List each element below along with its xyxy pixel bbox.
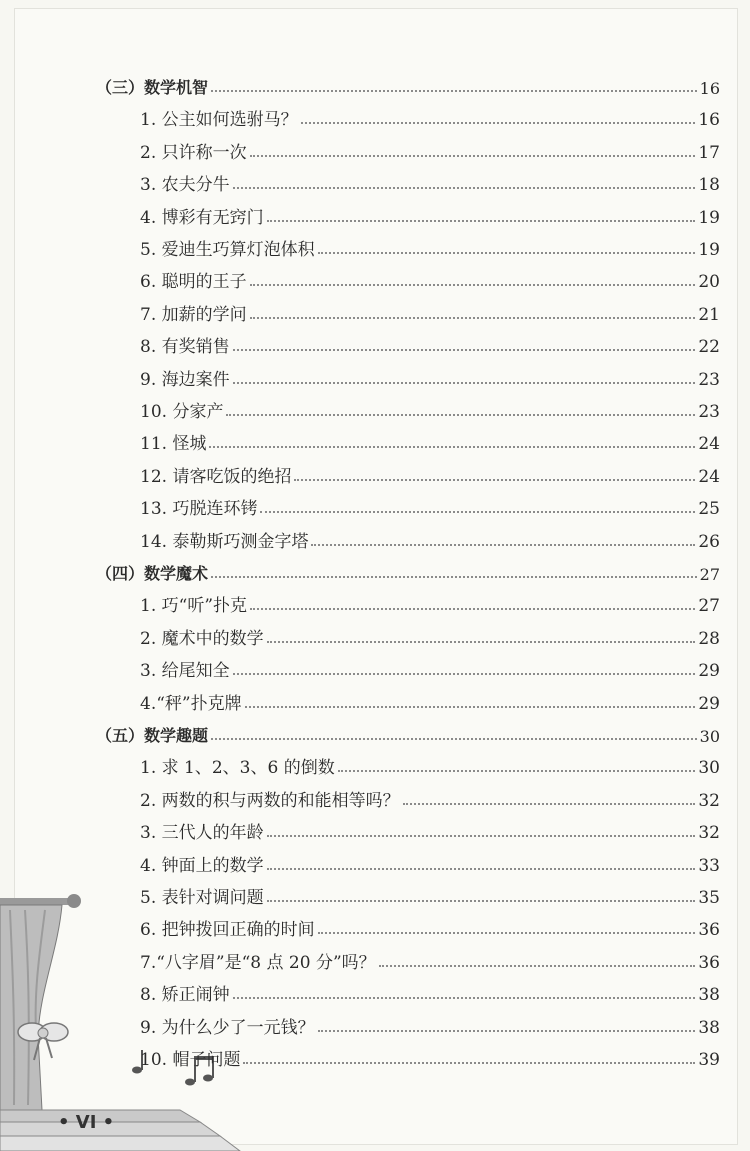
toc-page-number: 20 <box>698 272 720 293</box>
toc-entry <box>140 617 720 649</box>
toc-title: 3. 农夫分牛 <box>140 175 230 196</box>
dot-leader <box>267 641 696 643</box>
toc-page-number: 26 <box>698 531 720 552</box>
toc-entry <box>140 1006 720 1038</box>
toc-title: （五）数学趣题 <box>96 726 209 745</box>
toc-page-number: 23 <box>698 402 720 422</box>
dot-leader <box>233 349 696 351</box>
dot-leader <box>301 122 696 124</box>
dot-leader <box>250 155 696 157</box>
toc-page-number: 23 <box>698 369 720 390</box>
toc-page-number: 35 <box>698 888 720 908</box>
toc-title: 4. 钟面上的数学 <box>140 855 264 876</box>
toc-title: 9. 海边案件 <box>140 369 230 390</box>
toc-entry <box>140 746 720 778</box>
toc-entry <box>140 131 720 163</box>
toc-title: 8. 矫正闹钟 <box>140 985 230 1006</box>
toc-page-number: 19 <box>698 207 720 228</box>
dot-leader <box>233 382 696 384</box>
toc-entry <box>140 1038 720 1070</box>
toc-title: 5. 爱迪生巧算灯泡体积 <box>140 240 315 260</box>
toc-title: 6. 聪明的王子 <box>140 272 247 293</box>
toc-page-number: 22 <box>698 337 720 358</box>
dot-leader <box>294 479 695 481</box>
toc-page-number: 19 <box>698 240 720 260</box>
toc-entry <box>140 196 720 228</box>
toc-section <box>96 714 720 746</box>
toc-title: 7.“八字眉”是“8 点 20 分”吗？ <box>140 952 376 973</box>
dot-leader <box>209 446 695 448</box>
dot-leader <box>226 414 695 416</box>
toc-page-number: 21 <box>698 304 720 325</box>
toc-title: 1. 公主如何选驸马？ <box>140 110 298 131</box>
toc-title: 3. 三代人的年龄 <box>140 823 264 844</box>
toc-title: 11. 怪城 <box>140 434 207 455</box>
toc-title: 2. 只许称一次 <box>140 142 247 163</box>
toc-entry <box>140 779 720 811</box>
toc-entry <box>140 98 720 130</box>
toc-page-number: 29 <box>698 693 720 714</box>
toc-title: 5. 表针对调问题 <box>140 888 264 908</box>
toc-page-number: 24 <box>698 434 720 455</box>
toc-page-number: 39 <box>698 1050 720 1070</box>
toc-entry <box>140 584 720 616</box>
toc-title: 3. 给尾知全 <box>140 661 230 682</box>
dot-leader <box>318 1030 696 1032</box>
dot-leader <box>338 770 696 772</box>
toc-entry <box>140 876 720 908</box>
toc-page-number: 24 <box>698 466 720 487</box>
toc-page-number: 36 <box>698 952 720 973</box>
toc-title: 6. 把钟拨回正确的时间 <box>140 920 315 941</box>
toc-entry <box>140 293 720 325</box>
dot-leader <box>233 673 696 675</box>
toc-entry <box>140 973 720 1005</box>
toc-entry <box>140 163 720 195</box>
toc-entry <box>140 941 720 973</box>
toc-page-number: 28 <box>698 628 720 649</box>
toc-page-number: 33 <box>698 855 720 876</box>
toc-page-number: 18 <box>698 175 720 196</box>
toc-page-number: 30 <box>699 727 720 746</box>
toc-entry <box>140 487 720 519</box>
page-number: • VI • <box>58 1112 115 1133</box>
toc-title: 1. 求 1、2、3、6 的倒数 <box>140 758 335 779</box>
dot-leader <box>250 317 696 319</box>
toc-page-number: 32 <box>698 823 720 844</box>
toc-title: 10. 帽子问题 <box>140 1050 241 1070</box>
toc-section <box>96 552 720 584</box>
toc-page-number: 17 <box>698 142 720 163</box>
dot-leader <box>250 284 696 286</box>
toc-entry <box>140 390 720 422</box>
toc-entry <box>140 325 720 357</box>
dot-leader <box>233 187 696 189</box>
toc-page-number: 27 <box>699 565 720 584</box>
toc-title: 4. 博彩有无窍门 <box>140 207 264 228</box>
toc-entry <box>140 682 720 714</box>
toc-title: 14. 泰勒斯巧测金字塔 <box>140 531 309 552</box>
toc-entry <box>140 228 720 260</box>
dot-leader <box>260 511 695 513</box>
toc-title: 10. 分家产 <box>140 402 224 422</box>
toc-entry <box>140 649 720 681</box>
dot-leader <box>211 90 697 92</box>
toc-page-number: 16 <box>699 79 720 98</box>
toc-section <box>96 66 720 98</box>
toc-title: 2. 魔术中的数学 <box>140 628 264 649</box>
dot-leader <box>403 803 696 805</box>
toc-page-number: 25 <box>698 499 720 520</box>
dot-leader <box>243 1062 695 1064</box>
toc-entry <box>140 422 720 454</box>
dot-leader <box>267 868 696 870</box>
toc-title: 13. 巧脱连环铐 <box>140 499 258 520</box>
dot-leader <box>379 965 696 967</box>
toc-entry <box>140 455 720 487</box>
toc-page-number: 32 <box>698 790 720 811</box>
toc-page-number: 36 <box>698 920 720 941</box>
toc-title: （四）数学魔术 <box>96 564 209 583</box>
toc-page-number: 30 <box>698 758 720 779</box>
toc-title: 9. 为什么少了一元钱？ <box>140 1017 315 1038</box>
toc-page-number: 38 <box>698 1017 720 1038</box>
dot-leader <box>318 932 696 934</box>
dot-leader <box>211 576 697 578</box>
toc-entry <box>140 811 720 843</box>
toc-title: 8. 有奖销售 <box>140 337 230 358</box>
toc-title: 1. 巧“听”扑克 <box>140 596 248 617</box>
dot-leader <box>267 220 696 222</box>
toc-page-number: 27 <box>698 596 720 617</box>
toc-title: 2. 两数的积与两数的和能相等吗？ <box>140 790 400 811</box>
toc-title: 12. 请客吃饭的绝招 <box>140 466 292 487</box>
dot-leader <box>311 544 695 546</box>
toc-page-number: 38 <box>698 985 720 1006</box>
dot-leader <box>267 900 696 902</box>
dot-leader <box>233 997 696 999</box>
toc-page-number: 16 <box>698 110 720 131</box>
dot-leader <box>250 608 695 610</box>
toc-entry <box>140 260 720 292</box>
dot-leader <box>245 706 696 708</box>
toc-title: 4.“秤”扑克牌 <box>140 693 242 714</box>
toc-entry <box>140 520 720 552</box>
toc-page-number: 29 <box>698 661 720 682</box>
toc-entry <box>140 358 720 390</box>
dot-leader <box>211 738 697 740</box>
toc-entry <box>140 844 720 876</box>
toc-title: 7. 加薪的学问 <box>140 304 247 325</box>
toc-entry <box>140 908 720 940</box>
dot-leader <box>318 252 696 254</box>
toc-title: （三）数学机智 <box>96 78 209 97</box>
dot-leader <box>267 835 696 837</box>
